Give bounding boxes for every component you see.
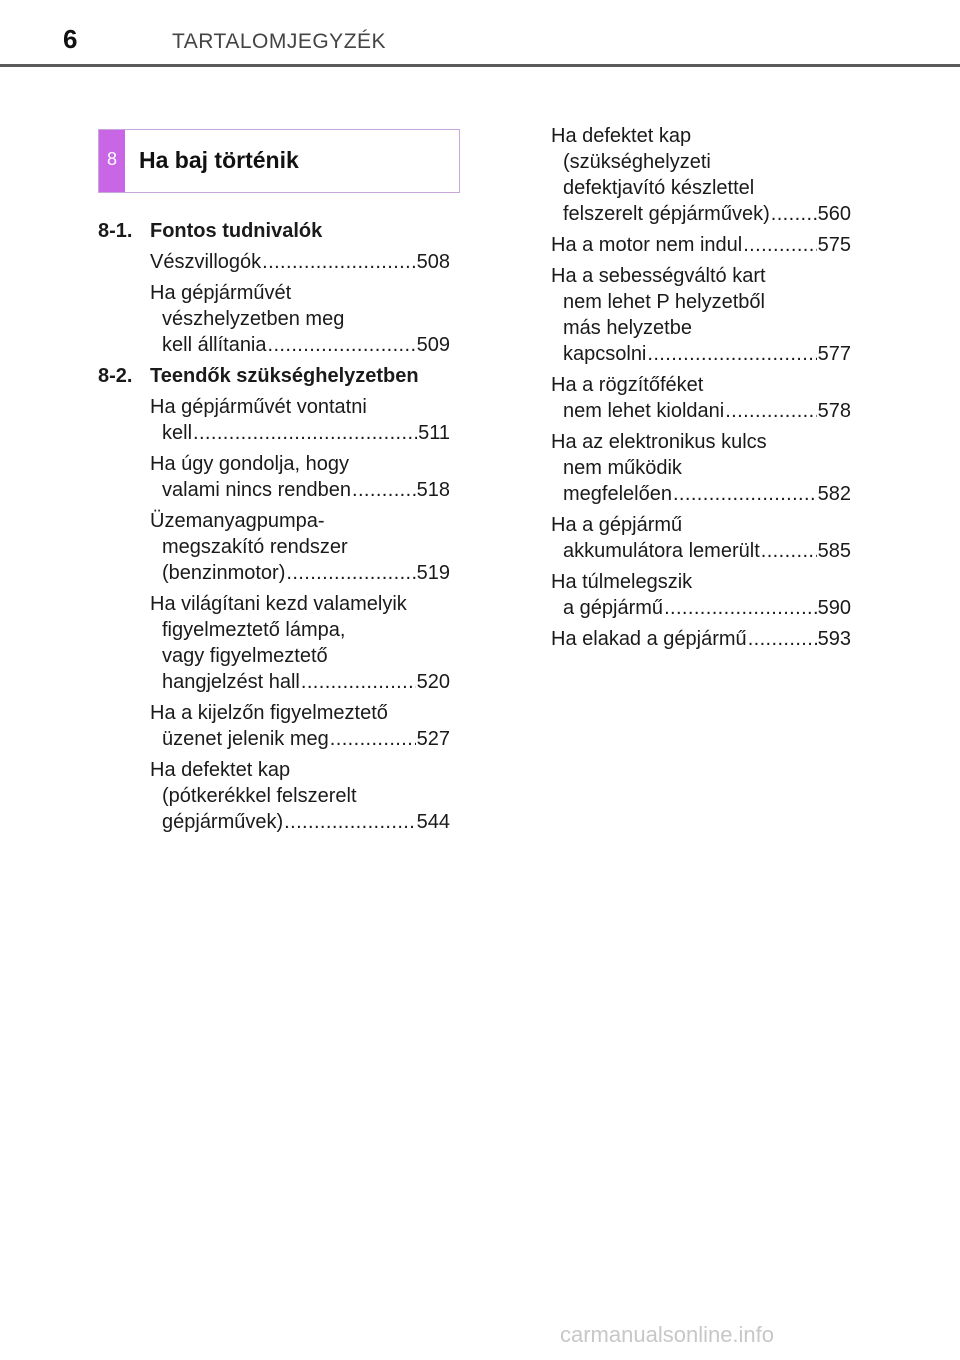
header-divider <box>0 64 960 67</box>
entry-text: felszerelt gépjárművek) <box>563 203 770 225</box>
entry-line: Ha világítani kezd valamelyik <box>150 593 407 615</box>
entry-line: más helyzetbe <box>563 317 692 339</box>
section-title: Fontos tudnivalók <box>150 220 323 242</box>
dot-leader <box>284 809 415 835</box>
toc-entry[interactable] <box>150 280 450 358</box>
toc-entry[interactable] <box>551 123 851 227</box>
entry-text: akkumulátora lemerült <box>563 540 760 562</box>
entry-line: vészhelyzetben meg <box>162 308 345 330</box>
page-ref: 518 <box>416 479 450 501</box>
toc-entry[interactable] <box>150 451 450 503</box>
entry-line: Ha a gépjármű <box>551 514 683 536</box>
entry-line: Üzemanyagpumpa- <box>150 510 325 532</box>
entry-text: nem lehet kioldani <box>563 400 725 422</box>
toc-entry[interactable] <box>551 263 851 367</box>
toc-entry[interactable] <box>551 512 851 564</box>
dot-leader <box>771 201 817 227</box>
toc-entry[interactable] <box>150 700 450 752</box>
toc-entry[interactable] <box>551 626 851 652</box>
dot-leader <box>262 249 415 275</box>
dot-leader <box>743 232 816 258</box>
entry-line: Ha a kijelzőn figyelmeztető <box>150 702 388 724</box>
dot-leader <box>725 398 816 424</box>
chapter-title: Ha baj történik <box>139 147 299 173</box>
chapter-heading <box>98 129 460 193</box>
page-ref: 590 <box>817 597 851 619</box>
entry-line: nem működik <box>563 457 682 479</box>
page-ref: 582 <box>817 483 851 505</box>
toc-entry[interactable] <box>551 569 851 621</box>
entry-text: (benzinmotor) <box>162 562 286 584</box>
entry-text: Vészvillogók <box>150 251 262 273</box>
page-ref: 575 <box>817 234 851 256</box>
entry-line: vagy figyelmeztető <box>162 645 328 667</box>
page-ref: 511 <box>418 422 450 444</box>
entry-line: defektjavító készlettel <box>563 177 755 199</box>
toc-column-right <box>551 123 851 657</box>
entry-text: kell állítania <box>162 334 267 356</box>
page-header <box>0 0 960 68</box>
toc-entry[interactable] <box>551 232 851 258</box>
dot-leader <box>664 595 817 621</box>
entry-line: Ha úgy gondolja, hogy <box>150 453 350 475</box>
dot-leader <box>761 538 817 564</box>
entry-line: Ha defektet kap <box>551 125 692 147</box>
page-ref: 509 <box>416 334 450 356</box>
entry-line: Ha gépjárművét vontatni <box>150 396 367 418</box>
entry-line: (pótkerékkel felszerelt <box>162 785 357 807</box>
header-title: TARTALOMJEGYZÉK <box>172 30 387 53</box>
page-ref: 544 <box>416 811 450 833</box>
page-ref: 527 <box>416 728 450 750</box>
page-ref: 508 <box>416 251 450 273</box>
entry-text: Ha a motor nem indul <box>551 234 743 256</box>
toc-entry[interactable] <box>150 249 450 275</box>
toc-entry[interactable] <box>150 394 450 446</box>
dot-leader <box>673 481 817 507</box>
section-number: 8-1. <box>98 220 133 242</box>
entry-line: Ha gépjárművét <box>150 282 292 304</box>
page-ref: 519 <box>416 562 450 584</box>
toc-entry[interactable] <box>150 508 450 586</box>
dot-leader <box>286 560 415 586</box>
page-ref: 560 <box>817 203 851 225</box>
dot-leader <box>748 626 817 652</box>
toc-entry[interactable] <box>150 591 450 695</box>
entry-line: Ha az elektronikus kulcs <box>551 431 767 453</box>
entry-text: gépjárművek) <box>162 811 284 833</box>
entry-text: valami nincs rendben <box>162 479 351 501</box>
toc-entry[interactable] <box>551 429 851 507</box>
toc-entry[interactable] <box>150 757 450 835</box>
entry-text: Ha elakad a gépjármű <box>551 628 747 650</box>
entry-line: megszakító rendszer <box>162 536 348 558</box>
section-number: 8-2. <box>98 365 133 387</box>
chapter-number: 8 <box>106 149 117 169</box>
entry-text: megfelelően <box>563 483 672 505</box>
entry-text: kapcsolni <box>563 343 647 365</box>
dot-leader <box>301 669 416 695</box>
page-ref: 520 <box>416 671 450 693</box>
entry-line: Ha defektet kap <box>150 759 291 781</box>
dot-leader <box>193 420 417 446</box>
page-ref: 578 <box>817 400 851 422</box>
dot-leader <box>330 726 416 752</box>
entry-text: kell <box>162 422 193 444</box>
section-heading <box>98 363 450 389</box>
dot-leader <box>647 341 816 367</box>
page-ref: 585 <box>817 540 851 562</box>
entry-line: (szükséghelyzeti <box>563 151 711 173</box>
page-number: 6 <box>63 24 78 54</box>
section-heading <box>98 218 450 244</box>
toc-entry[interactable] <box>551 372 851 424</box>
entry-text: a gépjármű <box>563 597 664 619</box>
dot-leader <box>268 332 416 358</box>
dot-leader <box>352 477 416 503</box>
toc-column-left <box>98 218 450 840</box>
page-ref: 593 <box>817 628 851 650</box>
entry-line: Ha a sebességváltó kart <box>551 265 766 287</box>
entry-text: hangjelzést hall <box>162 671 300 693</box>
entry-line: figyelmeztető lámpa, <box>162 619 346 641</box>
section-title: Teendők szükséghelyzetben <box>150 365 419 387</box>
entry-line: nem lehet P helyzetből <box>563 291 765 313</box>
watermark-text: carmanualsonline.info <box>560 1322 775 1347</box>
entry-text: üzenet jelenik meg <box>162 728 329 750</box>
page-ref: 577 <box>817 343 851 365</box>
entry-line: Ha a rögzítőféket <box>551 374 704 396</box>
entry-line: Ha túlmelegszik <box>551 571 693 593</box>
